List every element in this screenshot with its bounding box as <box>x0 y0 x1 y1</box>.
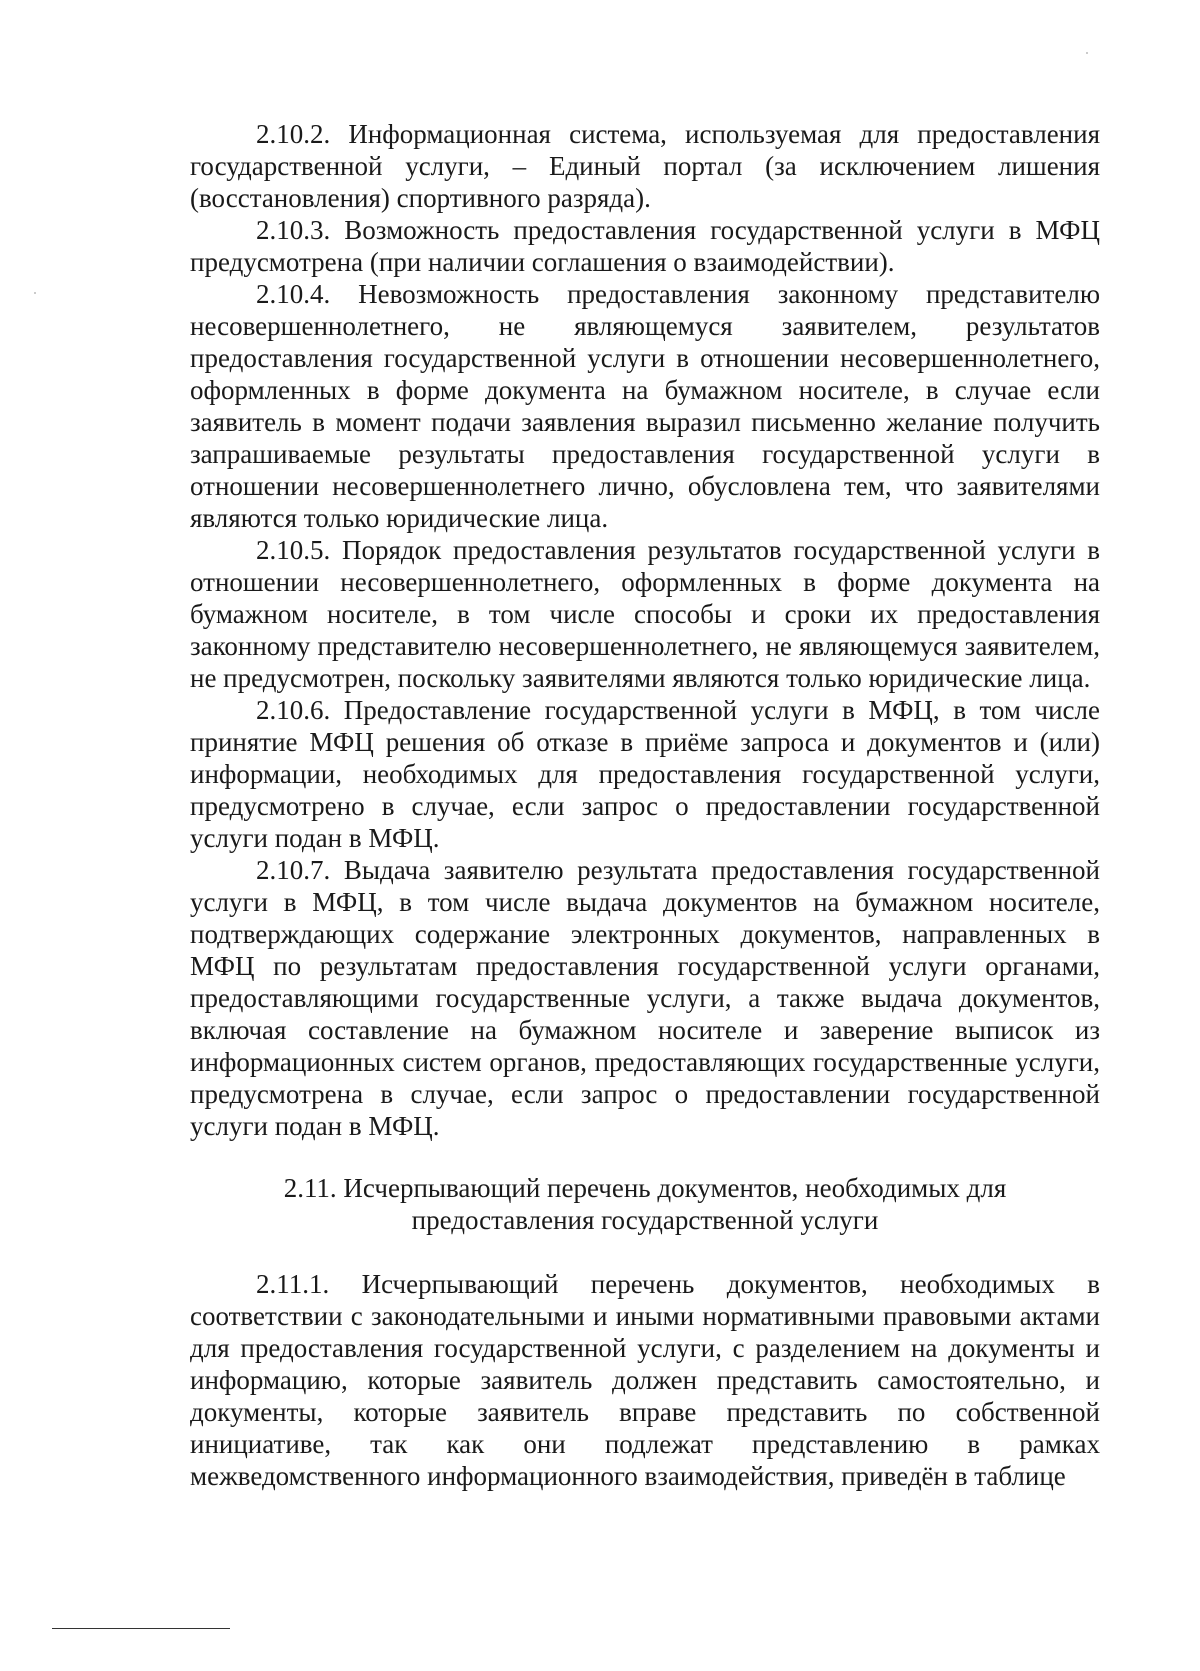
footnote-separator <box>52 1628 230 1629</box>
paragraph-2-10-6: 2.10.6. Предоставление государственной услуги в МФЦ, в том числе принятие МФЦ решения об отказе в приёме запроса и документов и (или) информации, необходимых для предоставления государственной услуги, предусмотрено в случае, если запрос о предоставлении государственной услуги подан в МФЦ. <box>190 695 1100 853</box>
paragraph-2-10-2: 2.10.2. Информационная система, используемая для предоставления государственной услуги, – Единый портал (за исключением лишения (восстановления) спортивного разряда). <box>190 119 1100 213</box>
paragraph-2-11-1: 2.11.1. Исчерпывающий перечень документов, необходимых в соответствии с законодательными и иными нормативными правовыми актами для предоставления государственной услуги, с разделением на документы и информацию, которые заявитель должен представить самостоятельно, и документы, которые заявитель вправе представить по собственной инициативе, так как они подлежат представлению в рамках межведомственного информационного взаимодействия, приведён в таблице <box>190 1269 1100 1491</box>
section-heading-2-11 <box>190 1172 1100 1236</box>
paragraph-2-10-7: 2.10.7. Выдача заявителю результата предоставления государственной услуги в МФЦ, в том числе выдача документов на бумажном носителе, подтверждающих содержание электронных документов, направленных в МФЦ по результатам предоставления государственной услуги органами, предоставляющими государственные услуги, а также выдача документов, включая составление на бумажном носителе и заверение выписок из информационных систем органов, предоставляющих государственные услуги, предусмотрена в случае, если запрос о предоставлении государственной услуги подан в МФЦ. <box>190 855 1100 1141</box>
paragraph-2-10-5: 2.10.5. Порядок предоставления результатов государственной услуги в отношении несовершеннолетнего, оформленных в форме документа на бумажном носителе, в том числе способы и сроки их предоставления законному представителю несовершеннолетнего, не являющемуся заявителем, не предусмотрен, поскольку заявителями являются только юридические лица. <box>190 535 1100 693</box>
section-heading-line-2: предоставления государственной услуги <box>411 1205 879 1235</box>
scan-speck <box>34 292 36 294</box>
paragraph-2-10-3: 2.10.3. Возможность предоставления государственной услуги в МФЦ предусмотрена (при наличии соглашения о взаимодействии). <box>190 215 1100 277</box>
section-heading-line-1: 2.11. Исчерпывающий перечень документов, необходимых для <box>283 1173 1007 1203</box>
document-body <box>190 118 1100 1492</box>
paragraph-2-10-4: 2.10.4. Невозможность предоставления законному представителю несовершеннолетнего, не являющемуся заявителем, результатов предоставления государственной услуги в отношении несовершеннолетнего, оформленных в форме документа на бумажном носителе, в случае если заявитель в момент подачи заявления выразил письменно желание получить запрашиваемые результаты предоставления государственной услуги в отношении несовершеннолетнего лично, обусловлена тем, что заявителями являются только юридические лица. <box>190 279 1100 533</box>
scan-speck <box>1086 52 1088 54</box>
